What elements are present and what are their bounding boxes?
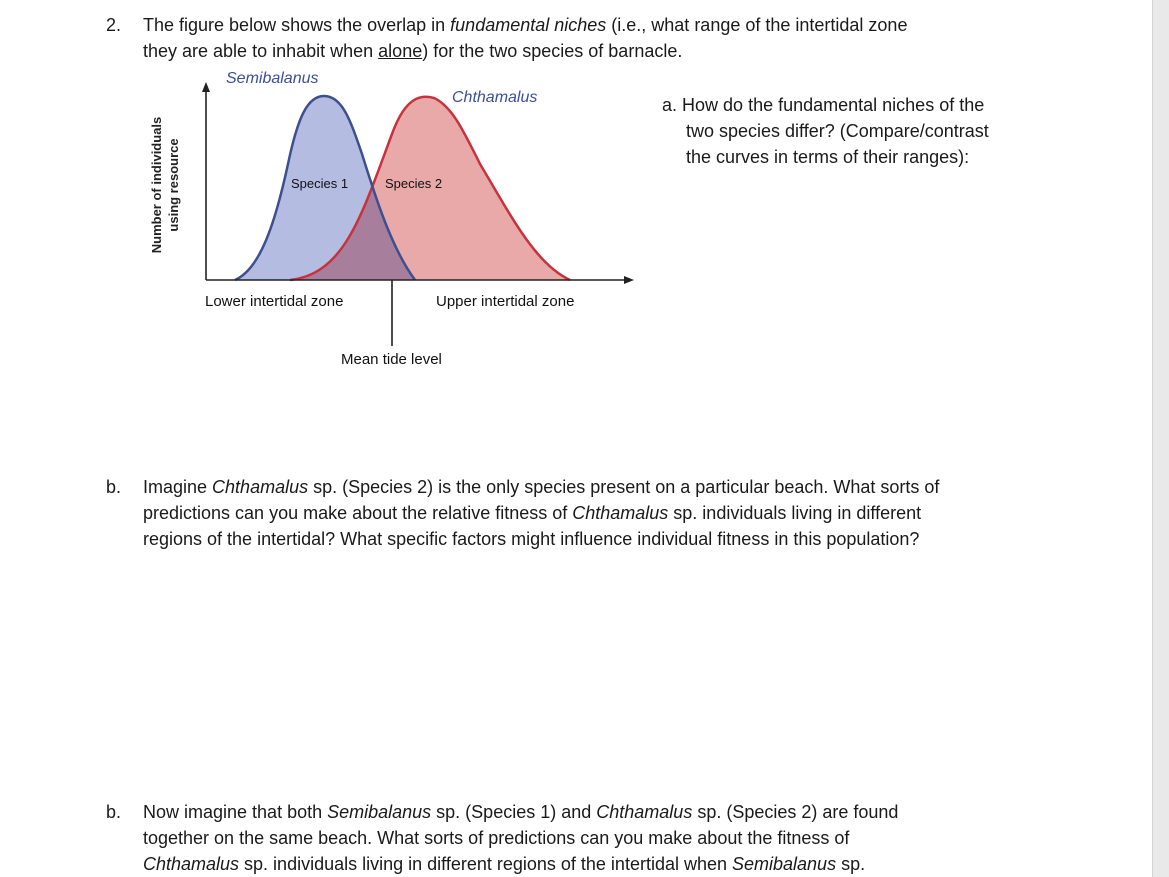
species2-label: Species 2 <box>385 176 443 191</box>
question-intro: The figure below shows the overlap in fundamental niches (i.e., what range of the intertidal zone they are able to inhabit when alone) for the two species of barnacle. <box>143 15 908 61</box>
upper-intertidal-label: Upper intertidal zone <box>436 293 575 310</box>
semibalanus-label: Semibalanus <box>226 70 319 87</box>
species1-label: Species 1 <box>291 176 349 191</box>
lower-intertidal-label: Lower intertidal zone <box>205 293 344 310</box>
part-b2-letter: b. <box>106 802 122 822</box>
vertical-scrollbar[interactable] <box>1152 0 1169 877</box>
question-number: 2. <box>106 15 122 35</box>
mean-tide-label: Mean tide level <box>341 351 442 368</box>
part-b2-question: Now imagine that both Semibalanus sp. (Species 1) and Chthamalus sp. (Species 2) are found together on the same beach. What sorts of predictions can you make about the fitness of Chthamalus sp. individuals living in different regions of the intertidal when Semibalanus sp. <box>143 802 899 874</box>
alone-underlined: alone <box>378 41 423 61</box>
part-a-question: a. How do the fundamental niches of the two species differ? (Compare/contrast the curves in terms of their ranges): <box>662 95 989 167</box>
y-axis-label-line1: Number of individuals <box>149 116 164 254</box>
niche-overlap-figure <box>130 64 650 384</box>
y-axis-label-line2: using resource <box>166 138 181 232</box>
fundamental-niches-term: fundamental niches <box>450 15 607 35</box>
part-a-letter: a. <box>662 95 678 115</box>
chthamalus-label: Chthamalus <box>452 89 538 106</box>
y-axis-title <box>149 117 181 254</box>
x-axis-arrow <box>624 276 634 284</box>
y-axis-arrow <box>202 82 210 92</box>
part-b1-question: Imagine Chthamalus sp. (Species 2) is the only species present on a particular beach. What sorts of predictions can you make about the relative fitness of Chthamalus sp. individuals living in different regions of the intertidal? What specific factors might influence individual fitness in this population? <box>143 477 940 549</box>
part-b1-letter: b. <box>106 477 122 497</box>
